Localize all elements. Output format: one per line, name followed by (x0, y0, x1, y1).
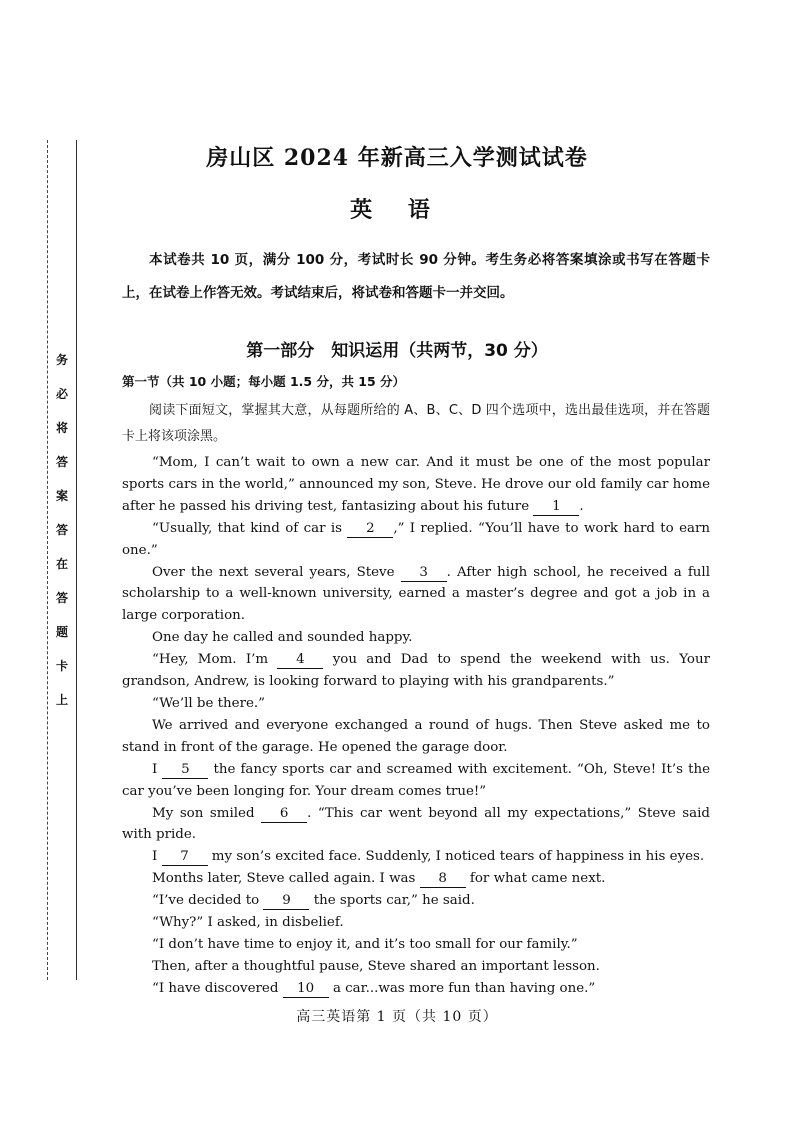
paragraph-text: “Usually, that kind of car is (152, 520, 348, 536)
margin-char: 题 (55, 625, 68, 639)
passage-paragraph (122, 759, 710, 803)
paragraph-text: the sports car,” he said. (309, 893, 475, 909)
passage-paragraph (122, 846, 710, 868)
passage-paragraph (122, 912, 710, 934)
blank-number: 3 (401, 565, 447, 582)
section-heading: 第一节（共 10 小题；每小题 1.5 分，共 15 分） (122, 374, 406, 389)
paragraph-text: “Mom, I can’t wait to own a new car. And it must be one of the most popular sports cars in the world,” announced my son, Steve. He drove our old family car home after he passed his driving test, fantasizing about his future (122, 455, 710, 514)
passage-paragraph (122, 627, 710, 649)
passage-paragraph (122, 956, 710, 978)
paragraph-text: One day he called and sounded happy. (152, 630, 413, 646)
paragraph-text: “I have discovered (152, 980, 283, 996)
paragraph-text: “Why?” I asked, in disbelief. (152, 915, 344, 931)
passage-paragraph (122, 693, 710, 715)
paragraph-text: . “This car went beyond all my expectations,” Steve said with pride. (122, 805, 711, 843)
paragraph-text: “I don’t have time to enjoy it, and it’s too small for our family.” (152, 936, 578, 952)
margin-char: 务 (55, 353, 68, 367)
blank-number: 1 (533, 499, 579, 516)
paragraph-text: We arrived and everyone exchanged a round of hugs. Then Steve asked me to stand in front of the garage. He opened the garage door. (122, 717, 710, 755)
margin-char: 答 (55, 523, 68, 537)
paragraph-text: My son smiled (152, 805, 262, 821)
paragraph-text: I (152, 849, 162, 865)
margin-char: 必 (55, 387, 68, 401)
paragraph-text: I (152, 761, 163, 777)
blank-number: 9 (263, 893, 309, 910)
margin-char: 卡 (55, 659, 68, 673)
paragraph-text: a car...was more fun than having one.” (328, 980, 596, 996)
blank-number: 10 (283, 981, 329, 998)
paragraph-text: . After high school, he received a full scholarship to a well-known university, earned a master’s degree and got a job in a large corporation. (122, 564, 710, 624)
margin-char: 答 (55, 455, 68, 469)
subject-title: 英 语 (350, 197, 444, 223)
paragraph-text: “Hey, Mom. I’m (152, 652, 278, 668)
blank-number: 5 (162, 762, 208, 779)
blank-number: 4 (277, 652, 323, 669)
paragraph-text: for what came next. (465, 871, 606, 887)
paragraph-text: “We’ll be there.” (152, 695, 266, 711)
margin-char: 将 (55, 421, 68, 435)
paragraph-text: “I’ve decided to (152, 893, 264, 909)
passage-paragraph (122, 715, 710, 759)
binding-line-dashed (47, 140, 48, 980)
passage-paragraph (122, 803, 710, 847)
blank-number: 7 (162, 849, 208, 866)
binding-line-solid (76, 140, 77, 980)
margin-note (52, 343, 72, 717)
passage-paragraph (122, 934, 710, 956)
paragraph-text: ,” I replied. “You’ll have to work hard to earn one.” (122, 520, 710, 558)
paragraph-text: Months later, Steve called again. I was (152, 871, 420, 887)
cloze-passage (122, 452, 710, 1000)
exam-instructions: 本试卷共 10 页，满分 100 分，考试时长 90 分钟。考生务必将答案填涂或书写在答题卡上，在试卷上作答无效。考试结束后，将试卷和答题卡一并交回。 (122, 252, 710, 301)
blank-number: 6 (261, 806, 307, 823)
part-heading: 第一部分 知识运用（共两节，30 分） (246, 341, 548, 361)
margin-char: 答 (55, 591, 68, 605)
blank-number: 8 (420, 871, 466, 888)
paragraph-text: my son’s excited face. Suddenly, I noticed tears of happiness in his eyes. (207, 849, 705, 865)
paragraph-text: you and Dad to spend the weekend with us. Your grandson, Andrew, is looking forward to playing with his grandparents.” (122, 652, 710, 690)
blank-number: 2 (347, 521, 393, 538)
margin-char: 案 (55, 489, 68, 503)
margin-char: 上 (55, 693, 68, 707)
passage-paragraph (122, 890, 710, 912)
paragraph-text: Over the next several years, Steve (152, 564, 401, 580)
paragraph-text: the fancy sports car and screamed with excitement. “Oh, Steve! It’s the car you’ve been longing for. Your dream comes true!” (122, 761, 710, 799)
margin-char: 在 (55, 557, 68, 571)
passage-paragraph (122, 868, 710, 890)
passage-paragraph (122, 562, 710, 628)
page-footer: 高三英语第 1 页（共 10 页） (296, 1009, 498, 1025)
passage-paragraph (122, 978, 710, 1000)
section-directions: 阅读下面短文，掌握其大意，从每题所给的 A、B、C、D 四个选项中，选出最佳选项，并在答题卡上将该项涂黑。 (122, 403, 710, 444)
exam-title: 房山区 2024 年新高三入学测试试卷 (206, 145, 588, 171)
passage-paragraph (122, 452, 710, 518)
passage-paragraph (122, 649, 710, 693)
passage-paragraph (122, 518, 710, 562)
paragraph-text: . (579, 498, 584, 514)
paragraph-text: Then, after a thoughtful pause, Steve shared an important lesson. (152, 958, 600, 974)
